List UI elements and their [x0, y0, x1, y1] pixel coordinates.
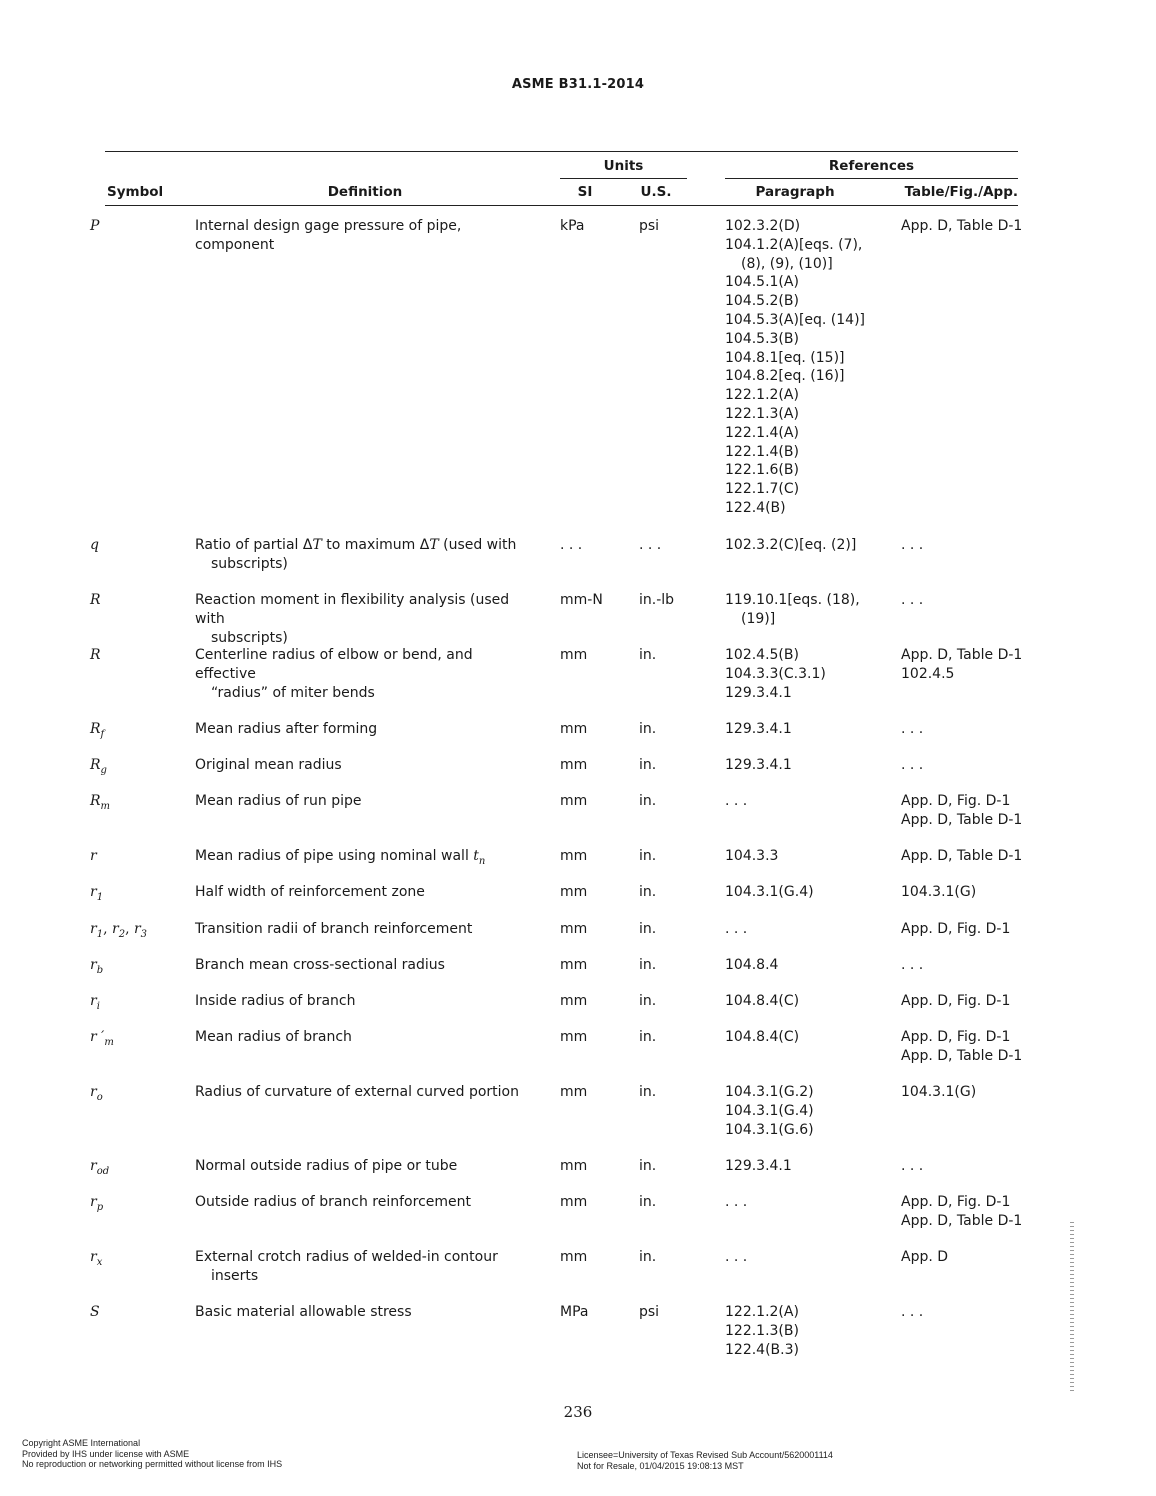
si-unit-cell: . . .: [560, 537, 583, 553]
us-unit-cell: in.: [639, 1194, 657, 1210]
us-unit-cell: in.: [639, 721, 657, 737]
symbol-cell: $r_i$: [90, 993, 100, 1012]
table-fig-app-cell: App. D, Fig. D-1 App. D, Table D-1: [901, 1029, 1023, 1064]
definition-cell: Inside radius of branch: [195, 993, 356, 1009]
symbol-cell: $r_o$: [90, 1084, 103, 1103]
paragraph-cell: 104.8.4: [725, 957, 779, 973]
definition-cell: Mean radius of run pipe: [195, 793, 362, 809]
table-fig-app-cell: App. D: [901, 1249, 949, 1265]
paragraph-cell: 122.1.2(A) 122.1.3(B) 122.4(B.3): [725, 1304, 799, 1358]
paragraph-column-header: Paragraph: [755, 184, 835, 200]
symbol-cell: $r_1$, $r_2$, $r_3$: [90, 921, 148, 940]
references-group-rule: [725, 178, 1018, 179]
paragraph-cell: . . .: [725, 1249, 748, 1265]
table-fig-app-cell: App. D, Fig. D-1: [901, 921, 1011, 937]
paragraph-cell: 104.3.1(G.4): [725, 884, 814, 900]
table-fig-app-cell: . . .: [901, 1304, 924, 1320]
us-unit-cell: in.: [639, 793, 657, 809]
si-unit-cell: mm: [560, 793, 588, 809]
definition-cell: Ratio of partial ΔT to maximum ΔT (used with subscripts): [195, 537, 517, 572]
definition-cell: Mean radius after forming: [195, 721, 378, 737]
us-column-header: U.S.: [640, 184, 672, 200]
symbol-cell: $r_p$: [90, 1194, 104, 1213]
paragraph-cell: 102.3.2(D) 104.1.2(A)[eqs. (7), (8), (9), (10)] 104.5.1(A) 104.5.2(B) 104.5.3(A)[eq. (14)] 104.5.3(B) 104.8.1[eq. (15)] 104.8.2[eq. (16)] 122.1.2(A) 122.1.3(A) 122.1.4(A) 122.1.4(B) 122.1.6(B) 122.1.7(C) 122.4(B): [725, 218, 865, 516]
si-column-header: SI: [577, 184, 593, 200]
table-fig-app-cell: . . .: [901, 592, 924, 608]
definition-cell: Basic material allowable stress: [195, 1304, 412, 1320]
table-fig-app-cell: App. D, Fig. D-1 App. D, Table D-1: [901, 793, 1023, 828]
si-unit-cell: mm: [560, 921, 588, 937]
units-group-rule: [560, 178, 687, 179]
header-bottom-rule: [105, 205, 1018, 206]
table-fig-app-cell: App. D, Table D-1: [901, 848, 1023, 864]
footer-restriction: No reproduction or networking permitted without license from IHS: [22, 1459, 283, 1469]
definition-cell: Original mean radius: [195, 757, 342, 773]
table-fig-app-cell: . . .: [901, 757, 924, 773]
si-unit-cell: mm: [560, 1158, 588, 1174]
definition-cell: Mean radius of pipe using nominal wall $t_n$: [195, 848, 486, 867]
definition-cell: Half width of reinforcement zone: [195, 884, 425, 900]
footer-resale: Not for Resale, 01/04/2015 19:08:13 MST: [577, 1460, 744, 1471]
si-unit-cell: mm: [560, 884, 588, 900]
us-unit-cell: in.: [639, 647, 657, 663]
us-unit-cell: in.: [639, 848, 657, 864]
symbol-cell: r $'_m$: [90, 1029, 114, 1048]
table-fig-app-cell: App. D, Fig. D-1 App. D, Table D-1: [901, 1194, 1023, 1229]
table-fig-app-column-header: Table/Fig./App.: [904, 184, 1018, 200]
us-unit-cell: in.: [639, 1029, 657, 1045]
symbol-cell: $R_m$: [90, 793, 111, 812]
paragraph-cell: . . .: [725, 921, 748, 937]
us-unit-cell: in.: [639, 884, 657, 900]
paragraph-cell: 104.3.1(G.2) 104.3.1(G.4) 104.3.1(G.6): [725, 1084, 814, 1138]
us-unit-cell: in.: [639, 957, 657, 973]
table-fig-app-cell: . . .: [901, 957, 924, 973]
si-unit-cell: mm: [560, 993, 588, 1009]
page-header: ASME B31.1-2014: [511, 77, 645, 92]
paragraph-cell: . . .: [725, 1194, 748, 1210]
paragraph-cell: 104.8.4(C): [725, 993, 800, 1009]
symbol-cell: $R_f$: [90, 721, 105, 740]
table-fig-app-cell: . . .: [901, 537, 924, 553]
table-fig-app-cell: App. D, Fig. D-1: [901, 993, 1011, 1009]
footer-left: [22, 1438, 282, 1470]
table-top-rule: [105, 151, 1018, 152]
paragraph-cell: . . .: [725, 793, 748, 809]
footer-copyright: Copyright ASME International: [22, 1438, 141, 1448]
symbol-cell: $r_{od}$: [90, 1158, 110, 1177]
paragraph-cell: 102.4.5(B) 104.3.3(C.3.1) 129.3.4.1: [725, 647, 826, 701]
paragraph-cell: 129.3.4.1: [725, 721, 792, 737]
footer-licensee: Licensee=University of Texas Revised Sub Account/5620001114: [577, 1450, 833, 1460]
si-unit-cell: mm: [560, 757, 588, 773]
us-unit-cell: . . .: [639, 537, 662, 553]
si-unit-cell: mm: [560, 1029, 588, 1045]
definition-cell: Outside radius of branch reinforcement: [195, 1194, 471, 1210]
si-unit-cell: mm: [560, 1084, 588, 1100]
definition-cell: Transition radii of branch reinforcement: [195, 921, 473, 937]
definition-cell: Reaction moment in flexibility analysis (used with subscripts): [195, 592, 510, 646]
paragraph-cell: 129.3.4.1: [725, 757, 792, 773]
paragraph-cell: 119.10.1[eqs. (18), (19)]: [725, 592, 860, 627]
symbol-cell: $R_g$: [90, 757, 107, 776]
symbol-cell: $r_x$: [90, 1249, 103, 1268]
margin-dotted-mark: [1070, 1222, 1074, 1392]
si-unit-cell: mm-N: [560, 592, 603, 608]
table-fig-app-cell: . . .: [901, 721, 924, 737]
si-unit-cell: kPa: [560, 218, 585, 234]
symbol-cell: R: [90, 647, 101, 663]
us-unit-cell: in.: [639, 757, 657, 773]
si-unit-cell: mm: [560, 957, 588, 973]
si-unit-cell: mm: [560, 1249, 588, 1265]
si-unit-cell: mm: [560, 1194, 588, 1210]
table-fig-app-cell: App. D, Table D-1 102.4.5: [901, 647, 1023, 682]
symbol-cell: S: [90, 1304, 100, 1320]
us-unit-cell: in.: [639, 1249, 657, 1265]
paragraph-cell: 129.3.4.1: [725, 1158, 792, 1174]
definition-cell: Mean radius of branch: [195, 1029, 352, 1045]
paragraph-cell: 104.8.4(C): [725, 1029, 800, 1045]
definition-cell: Radius of curvature of external curved portion: [195, 1084, 519, 1100]
table-fig-app-cell: App. D, Table D-1: [901, 218, 1023, 234]
si-unit-cell: mm: [560, 721, 588, 737]
footer-right: [577, 1450, 833, 1471]
definition-cell: Normal outside radius of pipe or tube: [195, 1158, 458, 1174]
symbol-cell: R: [90, 592, 101, 608]
si-unit-cell: mm: [560, 647, 588, 663]
definition-column-header: Definition: [327, 184, 403, 200]
table-fig-app-cell: 104.3.1(G): [901, 1084, 977, 1100]
references-group-header: References: [828, 158, 915, 174]
symbol-cell: $r_1$: [90, 884, 104, 903]
units-group-header: Units: [603, 158, 644, 174]
us-unit-cell: in.: [639, 921, 657, 937]
us-unit-cell: psi: [639, 218, 660, 234]
us-unit-cell: in.: [639, 993, 657, 1009]
table-fig-app-cell: . . .: [901, 1158, 924, 1174]
definition-text: Ratio of partial ΔT to maximum ΔT (used with: [195, 537, 517, 553]
si-unit-cell: mm: [560, 848, 588, 864]
symbol-cell: r: [90, 848, 97, 864]
page-number: 236: [563, 1403, 593, 1421]
table-fig-app-cell: 104.3.1(G): [901, 884, 977, 900]
paragraph-cell: 104.3.3: [725, 848, 779, 864]
symbol-column-header: Symbol: [107, 184, 164, 200]
symbol-cell: $r_b$: [90, 957, 104, 976]
footer-provider: Provided by IHS under license with ASME: [22, 1448, 190, 1459]
us-unit-cell: psi: [639, 1304, 660, 1320]
us-unit-cell: in.: [639, 1084, 657, 1100]
symbol-cell: q: [90, 537, 99, 553]
definition-cell: Internal design gage pressure of pipe, component: [195, 218, 462, 253]
definition-cell: Centerline radius of elbow or bend, and effective “radius” of miter bends: [195, 647, 473, 701]
definition-cell: External crotch radius of welded-in contour inserts: [195, 1249, 498, 1284]
us-unit-cell: in.: [639, 1158, 657, 1174]
paragraph-cell: 102.3.2(C)[eq. (2)]: [725, 537, 857, 553]
symbol-cell: P: [90, 218, 100, 234]
us-unit-cell: in.-lb: [639, 592, 675, 608]
si-unit-cell: MPa: [560, 1304, 589, 1320]
definition-cell: Branch mean cross-sectional radius: [195, 957, 445, 973]
